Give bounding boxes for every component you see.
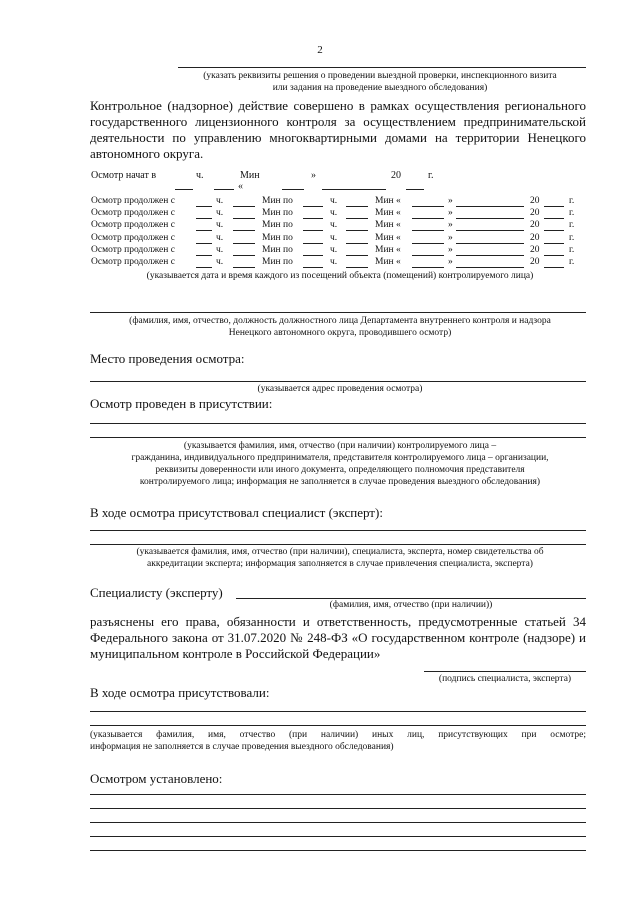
- specialist-line-2[interactable]: [90, 544, 586, 545]
- row-blank-2[interactable]: [303, 243, 323, 244]
- row-blank-1[interactable]: [233, 255, 255, 256]
- hour-unit: ч.: [216, 257, 224, 267]
- start-day-blank[interactable]: [282, 189, 304, 190]
- min-to-unit: Мин по: [262, 196, 293, 206]
- row-label: Осмотр продолжен с: [91, 244, 175, 255]
- row-blank-4[interactable]: [412, 206, 444, 207]
- row-blank-5[interactable]: [456, 243, 524, 244]
- hour-unit: ч.: [216, 232, 224, 243]
- caption-specialist: (указывается фамилия, имя, отчество (при наличии), специалиста, эксперта, номер свидетельства об аккредитации эксперта; информация заполняется в случае привлечения специалиста, эксперта): [136, 547, 544, 569]
- row-blank-1[interactable]: [233, 267, 255, 268]
- min-to-unit: Мин по: [262, 257, 293, 267]
- quote-close: »: [448, 208, 453, 219]
- caption-presence: (указывается фамилия, имя, отчество (при наличии) контролируемого лица – гражданина, индивидуального предпринимателя, представителя контролируемого лица – организации, реквизиты доверенности или иного документа, определяющего полномочия представителя контролируемого лица; информация не заполняется в случае проведения выездного обследования): [131, 441, 549, 487]
- start-quote-close: »: [311, 170, 316, 181]
- hour-unit: ч.: [216, 220, 224, 231]
- hour2-unit: ч.: [330, 196, 338, 206]
- start-min-blank[interactable]: [214, 189, 234, 190]
- year-prefix: 20: [530, 232, 540, 243]
- caption-decision: (указать реквизиты решения о проведении выездной проверки, инспекционного визита или задания на проведение выездного обследования): [203, 71, 557, 93]
- established-line-3[interactable]: [90, 822, 586, 823]
- hour-unit: ч.: [216, 196, 224, 206]
- year-prefix: 20: [530, 257, 540, 267]
- established-line-2[interactable]: [90, 808, 586, 809]
- min2-unit: Мин «: [375, 220, 401, 231]
- row-blank-3[interactable]: [346, 255, 368, 256]
- row-blank-3[interactable]: [346, 267, 368, 268]
- established-line-4[interactable]: [90, 836, 586, 837]
- control-paragraph: Контрольное (надзорное) действие совершено в рамках осуществления регионального государственного лицензионного контроля за осуществлением предпринимательской деятельности по управлению многоквартирными домами на территории Ненецкого автономного округа.: [90, 98, 586, 161]
- quote-close: »: [448, 232, 453, 243]
- hour2-unit: ч.: [330, 208, 338, 219]
- row-blank-3[interactable]: [346, 218, 368, 219]
- start-min-unit: Мин: [240, 170, 260, 181]
- row-blank-5[interactable]: [456, 230, 524, 231]
- row-blank-5[interactable]: [456, 255, 524, 256]
- row-blank-0[interactable]: [196, 230, 212, 231]
- place-label: Место проведения осмотра:: [90, 351, 245, 366]
- rights-paragraph: разъяснены его права, обязанности и ответственность, предусмотренные статьей 34 Федерального закона от 31.07.2020 № 248-ФЗ «О государственном контроле (надзоре) и муниципальном контроле в Российской Федерации»: [90, 614, 586, 661]
- min2-unit: Мин «: [375, 244, 401, 255]
- caption-signature: (подпись специалиста, эксперта): [438, 674, 572, 684]
- row-blank-1[interactable]: [233, 230, 255, 231]
- min-to-unit: Мин по: [262, 244, 293, 255]
- min2-unit: Мин «: [375, 208, 401, 219]
- quote-close: »: [448, 257, 453, 267]
- row-blank-2[interactable]: [303, 230, 323, 231]
- official-line: [90, 312, 586, 313]
- established-line-5[interactable]: [90, 850, 586, 851]
- presence-label: Осмотр проведен в присутствии:: [90, 396, 273, 411]
- row-blank-2[interactable]: [303, 255, 323, 256]
- row-blank-0[interactable]: [196, 218, 212, 219]
- quote-close: »: [448, 220, 453, 231]
- year-suffix: г.: [569, 257, 575, 267]
- start-month-blank[interactable]: [322, 189, 386, 190]
- hour2-unit: ч.: [330, 232, 338, 243]
- caption-others: (указывается фамилия, имя, отчество (при наличии) иных лиц, присутствующих при осмотре; информация не заполняется в случае проведения выездного обследования): [90, 730, 586, 752]
- row-blank-4[interactable]: [412, 255, 444, 256]
- row-blank-1[interactable]: [233, 243, 255, 244]
- row-blank-5[interactable]: [456, 218, 524, 219]
- start-year-blank[interactable]: [406, 189, 424, 190]
- row-blank-0[interactable]: [196, 255, 212, 256]
- row-blank-6[interactable]: [544, 255, 564, 256]
- established-line-1[interactable]: [90, 794, 586, 795]
- row-label: Осмотр продолжен с: [91, 196, 175, 206]
- min-to-unit: Мин по: [262, 232, 293, 243]
- specialist-present-label: В ходе осмотра присутствовал специалист (эксперт):: [90, 505, 383, 520]
- row-blank-3[interactable]: [346, 230, 368, 231]
- min2-unit: Мин «: [375, 232, 401, 243]
- hour2-unit: ч.: [330, 257, 338, 267]
- hour2-unit: ч.: [330, 244, 338, 255]
- row-blank-6[interactable]: [544, 267, 564, 268]
- others-present-label: В ходе осмотра присутствовали:: [90, 685, 270, 700]
- year-suffix: г.: [569, 244, 575, 255]
- row-blank-5[interactable]: [456, 267, 524, 268]
- hour2-unit: ч.: [330, 220, 338, 231]
- year-prefix: 20: [530, 208, 540, 219]
- year-suffix: г.: [569, 208, 575, 219]
- year-prefix: 20: [530, 196, 540, 206]
- quote-close: »: [448, 244, 453, 255]
- row-blank-3[interactable]: [346, 206, 368, 207]
- start-year-prefix: 20: [391, 170, 401, 181]
- row-blank-6[interactable]: [544, 206, 564, 207]
- inspection-start-label: Осмотр начат в: [91, 170, 157, 181]
- others-line-2[interactable]: [90, 725, 586, 726]
- row-blank-0[interactable]: [196, 206, 212, 207]
- page-number: 2: [317, 44, 323, 56]
- row-blank-2[interactable]: [303, 206, 323, 207]
- row-blank-0[interactable]: [196, 267, 212, 268]
- row-label: Осмотр продолжен с: [91, 257, 175, 267]
- row-blank-3[interactable]: [346, 243, 368, 244]
- year-suffix: г.: [569, 220, 575, 231]
- year-prefix: 20: [530, 220, 540, 231]
- others-line-1[interactable]: [90, 711, 586, 712]
- row-blank-1[interactable]: [233, 218, 255, 219]
- signature-line[interactable]: [424, 671, 586, 672]
- min2-unit: Мин «: [375, 257, 401, 267]
- start-hour-unit: ч.: [196, 170, 204, 181]
- presence-line-1[interactable]: [90, 423, 586, 424]
- caption-official: (фамилия, имя, отчество, должность должностного лица Департамента внутреннего контроля и надзора Ненецкого автономного округа, проводившего осмотр): [129, 316, 551, 338]
- start-hour-blank[interactable]: [175, 189, 193, 190]
- row-blank-4[interactable]: [412, 267, 444, 268]
- decision-line: [178, 67, 586, 68]
- row-blank-1[interactable]: [233, 206, 255, 207]
- min2-unit: Мин «: [375, 196, 401, 206]
- hour-unit: ч.: [216, 244, 224, 255]
- row-blank-0[interactable]: [196, 243, 212, 244]
- row-blank-6[interactable]: [544, 243, 564, 244]
- caption-fio: (фамилия, имя, отчество (при наличии)): [329, 600, 493, 610]
- min-to-unit: Мин по: [262, 220, 293, 231]
- row-label: Осмотр продолжен с: [91, 208, 175, 219]
- specialist-line-1[interactable]: [90, 530, 586, 531]
- row-blank-6[interactable]: [544, 230, 564, 231]
- presence-line-2[interactable]: [90, 437, 586, 438]
- row-blank-4[interactable]: [412, 230, 444, 231]
- year-prefix: 20: [530, 244, 540, 255]
- row-blank-6[interactable]: [544, 218, 564, 219]
- row-blank-4[interactable]: [412, 218, 444, 219]
- year-suffix: г.: [569, 232, 575, 243]
- quote-close: »: [448, 196, 453, 206]
- row-blank-4[interactable]: [412, 243, 444, 244]
- row-blank-2[interactable]: [303, 218, 323, 219]
- caption-dates: (указывается дата и время каждого из посещений объекта (помещений) контролируемого лица): [146, 271, 534, 281]
- row-blank-2[interactable]: [303, 267, 323, 268]
- place-line[interactable]: [90, 381, 586, 382]
- start-year-suffix: г.: [428, 170, 434, 181]
- start-quote-open: «: [238, 181, 243, 192]
- established-label: Осмотром установлено:: [90, 771, 223, 786]
- specialist-label: Специалисту (эксперту): [90, 585, 223, 600]
- hour-unit: ч.: [216, 208, 224, 219]
- min-to-unit: Мин по: [262, 208, 293, 219]
- row-label: Осмотр продолжен с: [91, 220, 175, 231]
- caption-address: (указывается адрес проведения осмотра): [257, 384, 423, 394]
- year-suffix: г.: [569, 196, 575, 206]
- row-blank-5[interactable]: [456, 206, 524, 207]
- row-label: Осмотр продолжен с: [91, 232, 175, 243]
